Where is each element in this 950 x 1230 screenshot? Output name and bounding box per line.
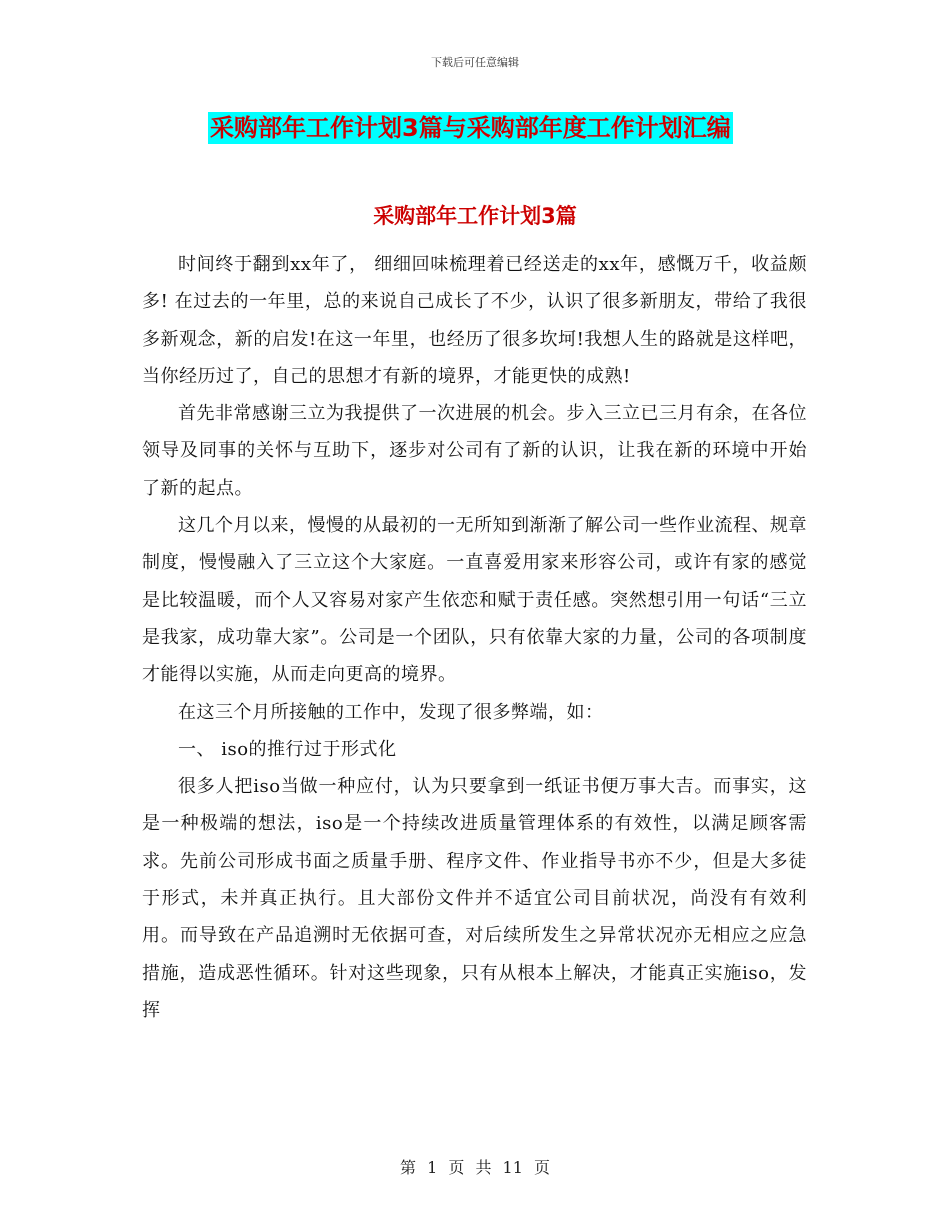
- paragraph: 时间终于翻到xx年了， 细细回味梳理着已经送走的xx年，感慨万千，收益颇多! 在过去的一年里，总的来说自己成长了不少，认识了很多新朋友，带给了我很多新观念，新的启发!在这一年里，也经历了很多坎坷!我想人生的路就是这样吧，当你经历过了，自己的思想才有新的境界，才能更快的成熟!: [142, 254, 807, 387]
- paragraph: 很多人把iso当做一种应付，认为只要拿到一纸证书便万事大吉。而事实，这是一种极端的想法，iso是一个持续改进质量管理体系的有效性，以满足顾客需求。先前公司形成书面之质量手册、程序文件、作业指导书亦不少，但是大多徒于形式，未并真正执行。且大部份文件并不适宜公司目前状况，尚没有有效利用。而导致在产品追溯时无依据可查，对后续所发生之异常状况亦无相应之应急措施，造成恶性循环。针对这些现象，只有从根本上解决，才能真正实施iso，发挥: [142, 776, 807, 1021]
- section-title: 采购部年工作计划3篇: [373, 204, 577, 228]
- document-body: [142, 246, 807, 1029]
- page-number-footer: 第 1 页 共 11 页: [400, 1158, 550, 1177]
- paragraph: 这几个月以来，慢慢的从最初的一无所知到渐渐了解公司一些作业流程、规章制度，慢慢融入了三立这个大家庭。一直喜爱用家来形容公司，或许有家的感觉是比较温暖，而个人又容易对家产生依恋和赋于责任感。突然想引用一句话“三立是我家，成功靠大家”。公司是一个团队，只有依靠大家的力量，公司的各项制度才能得以实施，从而走向更高的境界。: [142, 515, 807, 686]
- paragraph: 首先非常感谢三立为我提供了一次进展的机会。步入三立已三月有余，在各位领导及同事的关怀与互助下，逐步对公司有了新的认识，让我在新的环境中开始了新的起点。: [142, 403, 807, 499]
- list-heading: 一、 iso的推行过于形式化: [178, 738, 397, 760]
- page-header-note: 下载后可任意编辑: [431, 56, 519, 69]
- document-title: 采购部年工作计划3篇与采购部年度工作计划汇编: [210, 114, 731, 142]
- paragraph: 在这三个月所接触的工作中，发现了很多弊端，如：: [178, 701, 604, 723]
